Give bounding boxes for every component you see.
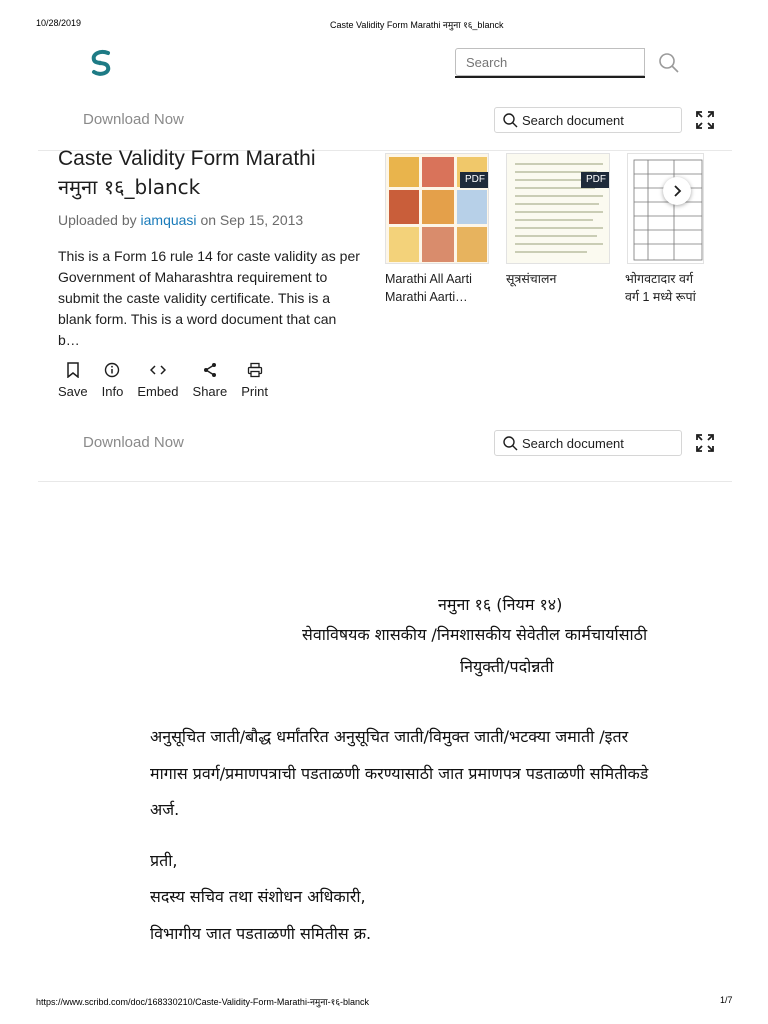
print-page-number: 1/7 (720, 995, 733, 1005)
form-body-line: अर्ज. (150, 800, 180, 819)
related-doc-thumbnail[interactable] (385, 153, 489, 264)
related-doc-thumbnail[interactable] (506, 153, 610, 264)
print-date: 10/28/2019 (36, 18, 82, 28)
form-body-line: अनुसूचित जाती/बौद्ध धर्मांतरित अनुसूचित जाती/विमुक्त जाती/भटक्या जमाती /इतर (150, 727, 629, 746)
search-icon (503, 436, 518, 451)
related-doc-thumbnail[interactable] (627, 153, 704, 264)
search-icon[interactable] (658, 52, 680, 74)
aarti-collage-image (386, 154, 489, 264)
form-body-line: प्रती, (150, 851, 178, 870)
chevron-right-icon (672, 185, 682, 197)
pdf-badge: PDF (581, 172, 610, 188)
share-button[interactable]: Share (193, 362, 228, 399)
search-document-label: Search document (522, 435, 624, 451)
fullscreen-icon[interactable] (696, 111, 714, 129)
print-title: Caste Validity Form Marathi नमुना १६_blanck (330, 20, 504, 30)
document-description: This is a Form 16 rule 14 for caste validity as per Government of Maharashtra requirement to submit the caste validity certificate. This is a blank form. This is a word document that can b… (58, 248, 360, 348)
fullscreen-icon[interactable] (696, 434, 714, 452)
content-divider (38, 481, 732, 482)
document-actions (58, 362, 282, 399)
save-button[interactable]: Save (58, 362, 88, 399)
print-button[interactable]: Print (241, 362, 268, 399)
download-now-button[interactable]: Download Now (83, 111, 184, 128)
download-now-button[interactable]: Download Now (83, 434, 184, 451)
embed-button[interactable]: Embed (137, 362, 178, 399)
form-subheading: नियुक्ती/पदोन्नती (460, 657, 554, 676)
document-title: Caste Validity Form Marathi नमुना १६_blanck (58, 147, 316, 199)
pdf-badge: PDF (460, 172, 489, 188)
search-document-field[interactable] (494, 430, 682, 456)
related-doc-caption[interactable]: सूत्रसंचालन (506, 272, 557, 286)
search-underline (455, 76, 645, 78)
form-body-line: विभागीय जात पडताळणी समितीस क्र. (150, 924, 372, 943)
document-page (0, 585, 733, 965)
table-page-image (628, 154, 704, 264)
search-document-label: Search document (522, 112, 624, 128)
carousel-next-button[interactable] (663, 177, 691, 205)
text-page-image (507, 154, 610, 264)
share-icon (202, 362, 218, 378)
form-body-line: मागास प्रवर्ग/प्रमाणपत्राची पडताळणी करण्यासाठी जात प्रमाणपत्र पडताळणी समितीकडे (150, 764, 649, 783)
form-number-heading: नमुना १६ (नियम १४) (438, 595, 563, 614)
related-doc-caption[interactable]: Marathi All Aarti Marathi Aarti… (385, 272, 472, 304)
site-search-field[interactable] (455, 48, 645, 76)
related-doc-caption[interactable]: भोगवटादार वर्ग वर्ग 1 मध्ये रूपां (625, 272, 696, 304)
embed-icon (150, 362, 166, 378)
form-body-line: सदस्य सचिव तथा संशोधन अधिकारी, (150, 887, 366, 906)
scribd-logo-icon[interactable] (88, 48, 116, 78)
search-icon (503, 113, 518, 128)
print-icon (247, 362, 263, 378)
form-subheading: सेवाविषयक शासकीय /निमशासकीय सेवेतील कार्मचार्यासाठी (302, 625, 648, 644)
info-button[interactable]: Info (102, 362, 124, 399)
bookmark-icon (66, 362, 80, 378)
info-icon (104, 362, 120, 378)
search-input[interactable] (456, 49, 646, 76)
print-url: https://www.scribd.com/doc/168330210/Caste-Validity-Form-Marathi-नमुना-१६-blanck (36, 997, 370, 1007)
uploader-link[interactable]: iamquasi (140, 212, 197, 228)
upload-info: Uploaded by iamquasi on Sep 15, 2013 (58, 212, 304, 228)
search-document-field[interactable] (494, 107, 682, 133)
